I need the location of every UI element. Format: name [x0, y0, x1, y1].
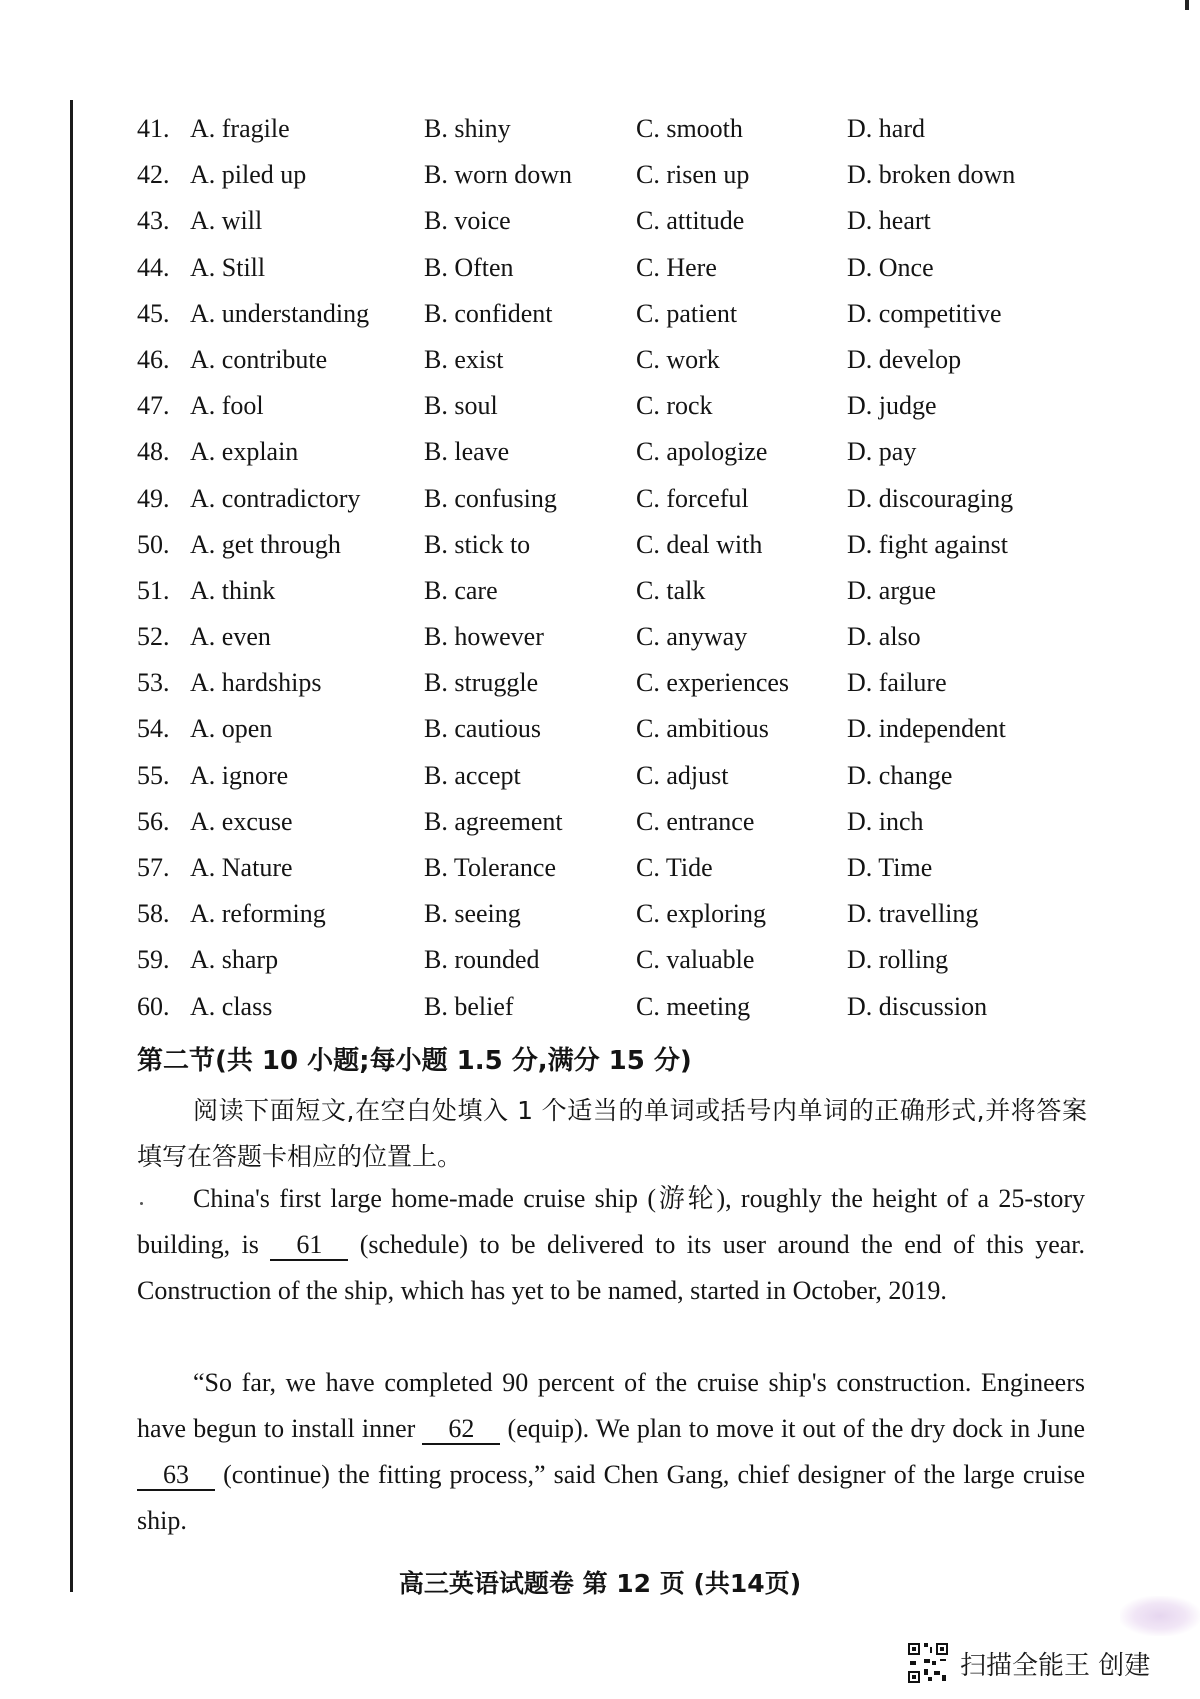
option-b: B. exist	[424, 344, 504, 374]
option-d: D. Once	[847, 252, 934, 282]
option-a: A. excuse	[190, 806, 293, 836]
question-row	[0, 433, 1200, 479]
question-row	[0, 526, 1200, 572]
option-b: B. accept	[424, 760, 521, 790]
option-b: B. worn down	[424, 160, 573, 190]
question-number: 58.	[137, 899, 170, 929]
option-a: A. understanding	[190, 298, 370, 328]
question-row	[0, 618, 1200, 664]
question-row	[0, 480, 1200, 526]
question-row	[0, 156, 1200, 202]
passage-text: China's first large home-made cruise ship (游轮), roughly the height of a 25-story building, is	[137, 1184, 1085, 1259]
option-c: C. talk	[636, 575, 706, 605]
option-c: C. anyway	[636, 622, 748, 652]
passage-text: (continue) the fitting process,” said Chen Gang, chief designer of the large cruise ship.	[137, 1460, 1085, 1535]
option-c: C. smooth	[636, 114, 743, 143]
option-a: A. contradictory	[190, 483, 361, 513]
option-c: C. patient	[636, 298, 738, 328]
passage-text: (schedule) to be delivered to its user around the end of this year. Construction of the ship, which has yet to be named, started in October, 2019.	[137, 1230, 1085, 1305]
option-d: D. inch	[847, 806, 924, 836]
question-row	[0, 295, 1200, 341]
option-a: A. fool	[190, 391, 264, 421]
option-c: C. risen up	[636, 160, 750, 190]
option-a: A. contribute	[190, 344, 328, 374]
question-number: 57.	[137, 853, 170, 882]
option-c: C. exploring	[636, 899, 766, 929]
option-b: B. belief	[424, 991, 514, 1021]
option-c: C. ambitious	[636, 714, 769, 744]
option-a: A. piled up	[190, 160, 307, 190]
option-b: B. however	[424, 622, 544, 652]
blank-62: 62	[422, 1415, 500, 1445]
scanner-watermark	[906, 1640, 1150, 1686]
question-row	[0, 988, 1200, 1034]
blank-61: 61	[270, 1231, 348, 1261]
option-d: D. pay	[847, 437, 917, 467]
question-number: 48.	[137, 437, 170, 467]
option-b: B. soul	[424, 391, 498, 421]
question-row	[0, 572, 1200, 618]
question-number: 42.	[137, 160, 170, 190]
question-row	[0, 710, 1200, 756]
option-a: A. get through	[190, 529, 341, 559]
question-row	[0, 341, 1200, 387]
option-b: B. care	[424, 575, 498, 605]
option-a: A. sharp	[190, 945, 279, 975]
passage-paragraph-2	[137, 1360, 1085, 1544]
option-a: A. Nature	[190, 853, 293, 882]
option-d: D. also	[847, 622, 921, 652]
scan-smudge	[1120, 1596, 1200, 1636]
question-row	[0, 110, 1200, 156]
watermark-text: 扫描全能王 创建	[960, 1650, 1151, 1681]
question-number: 45.	[137, 298, 170, 328]
question-number: 59.	[137, 945, 170, 975]
question-row	[0, 849, 1200, 895]
option-d: D. independent	[847, 714, 1006, 744]
question-row	[0, 249, 1200, 295]
option-d: D. competitive	[847, 298, 1002, 328]
question-number: 41.	[137, 114, 170, 143]
option-a: A. open	[190, 714, 273, 744]
option-c: C. adjust	[636, 760, 729, 790]
question-row	[0, 895, 1200, 941]
option-d: D. hard	[847, 114, 925, 143]
option-c: C. work	[636, 344, 720, 374]
option-d: D. fight against	[847, 529, 1009, 559]
option-d: D. failure	[847, 668, 947, 698]
question-number: 51.	[137, 575, 170, 605]
option-c: C. valuable	[636, 945, 755, 975]
corner-mark	[1185, 0, 1189, 10]
multiple-choice-options	[0, 110, 1200, 1034]
page-footer: 高三英语试题卷 第 12 页 (共14页)	[398, 1569, 802, 1598]
question-row	[0, 387, 1200, 433]
option-a: A. reforming	[190, 899, 326, 929]
option-d: D. heart	[847, 206, 931, 236]
option-b: B. cautious	[424, 714, 541, 744]
option-b: B. Often	[424, 252, 514, 282]
option-c: C. Here	[636, 252, 717, 282]
option-d: D. develop	[847, 344, 962, 374]
option-d: D. travelling	[847, 899, 979, 929]
question-number: 49.	[137, 483, 170, 513]
qr-code-icon	[906, 1641, 950, 1685]
question-row	[0, 803, 1200, 849]
option-c: C. attitude	[636, 206, 745, 236]
option-c: C. forceful	[636, 483, 749, 513]
option-c: C. meeting	[636, 991, 751, 1021]
option-a: A. even	[190, 622, 271, 652]
section-title: 第二节(共 10 小题;每小题 1.5 分,满分 15 分)	[137, 1046, 692, 1076]
option-d: D. judge	[847, 391, 937, 421]
question-number: 46.	[137, 344, 170, 374]
option-b: B. rounded	[424, 945, 540, 975]
option-c: C. apologize	[636, 437, 768, 467]
question-number: 43.	[137, 206, 170, 236]
question-row	[0, 941, 1200, 987]
option-b: B. Tolerance	[424, 853, 556, 882]
option-b: B. voice	[424, 206, 511, 236]
option-a: A. class	[190, 991, 273, 1021]
option-b: B. stick to	[424, 529, 531, 559]
option-b: B. confident	[424, 298, 553, 328]
option-d: D. argue	[847, 575, 937, 605]
question-number: 60.	[137, 991, 170, 1021]
question-row	[0, 664, 1200, 710]
option-a: A. Still	[190, 252, 266, 282]
blank-63: 63	[137, 1461, 215, 1491]
option-a: A. will	[190, 206, 263, 236]
question-number: 44.	[137, 252, 170, 282]
option-a: A. think	[190, 575, 276, 605]
question-number: 50.	[137, 529, 170, 559]
option-b: B. shiny	[424, 114, 511, 143]
section-instruction: 阅读下面短文,在空白处填入 1 个适当的单词或括号内单词的正确形式,并将答案填写在答题卡相应的位置上。	[137, 1096, 1087, 1171]
question-number: 55.	[137, 760, 170, 790]
option-d: D. broken down	[847, 160, 1016, 190]
passage-paragraph-1	[137, 1176, 1085, 1314]
option-c: C. rock	[636, 391, 713, 421]
option-c: C. Tide	[636, 853, 713, 882]
option-a: A. fragile	[190, 114, 290, 143]
option-b: B. seeing	[424, 899, 521, 929]
option-d: D. rolling	[847, 945, 949, 975]
option-b: B. confusing	[424, 483, 557, 513]
option-a: A. ignore	[190, 760, 289, 790]
question-row	[0, 202, 1200, 248]
option-b: B. leave	[424, 437, 510, 467]
option-a: A. explain	[190, 437, 299, 467]
question-row	[0, 757, 1200, 803]
question-number: 52.	[137, 622, 170, 652]
question-number: 53.	[137, 668, 170, 698]
option-d: D. discussion	[847, 991, 988, 1021]
passage-text: (equip). We plan to move it out of the dry dock in June	[500, 1414, 1085, 1443]
option-b: B. agreement	[424, 806, 563, 836]
passage-text: “So far, we have completed 90 percent of the cruise ship's construction. Engineers have begun to install inner	[137, 1368, 1085, 1443]
option-a: A. hardships	[190, 668, 322, 698]
option-d: D. change	[847, 760, 953, 790]
option-d: D. Time	[847, 853, 933, 882]
option-c: C. deal with	[636, 529, 763, 559]
option-c: C. entrance	[636, 806, 755, 836]
question-number: 56.	[137, 806, 170, 836]
option-c: C. experiences	[636, 668, 790, 698]
option-b: B. struggle	[424, 668, 539, 698]
question-number: 47.	[137, 391, 170, 421]
question-number: 54.	[137, 714, 170, 744]
option-d: D. discouraging	[847, 483, 1014, 513]
